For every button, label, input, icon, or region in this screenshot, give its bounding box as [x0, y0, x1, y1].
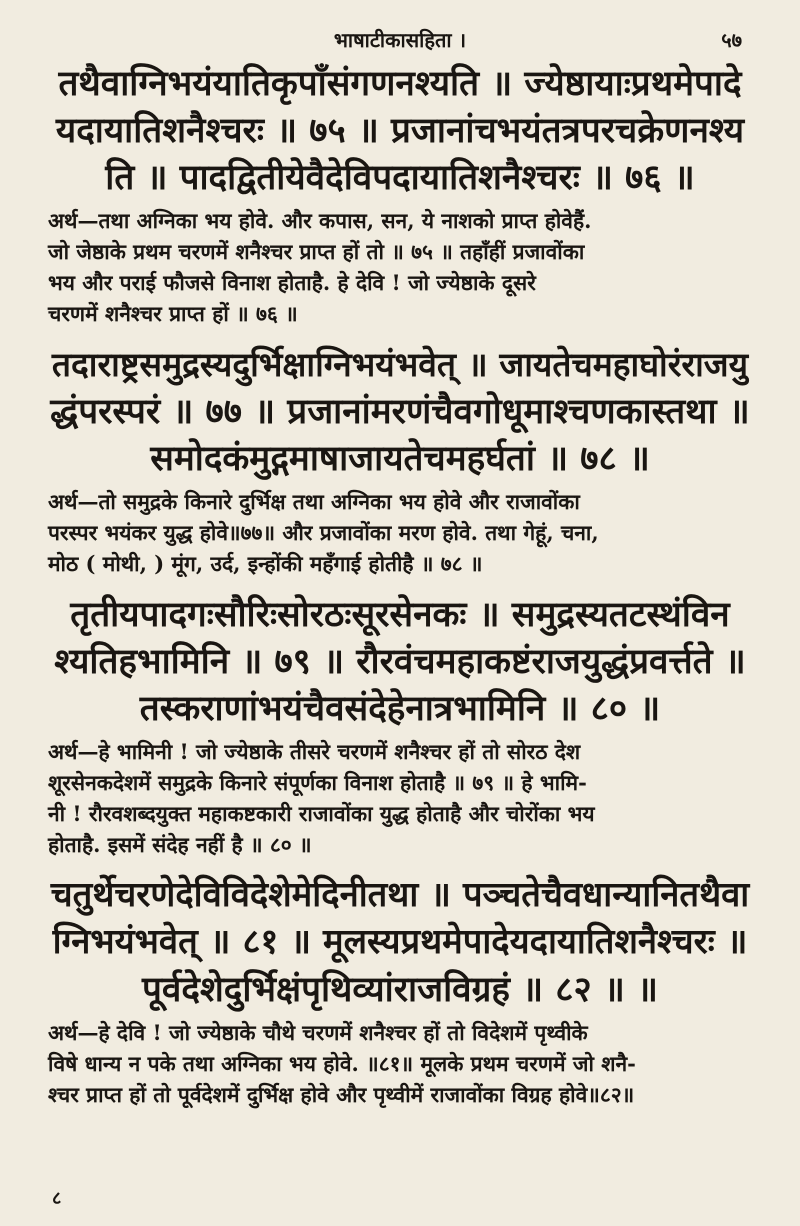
- sanskrit-verse: [48, 341, 752, 482]
- hindi-commentary: [48, 736, 752, 860]
- hindi-commentary: [48, 1017, 752, 1110]
- verse-line: तृतीयपादगःसौरिःसोरठःसूरसेनकः ॥ समुद्रस्यतटस्थंविन: [70, 594, 730, 635]
- commentary-line: अर्थ—हे भामिनी ! जो ज्येष्ठाके तीसरे चरणमें शनैश्चर हों तो सोरठ देश: [48, 739, 581, 764]
- printer-signature-mark: ८: [52, 1188, 62, 1209]
- verse-line: द्धंपरस्परं ॥ ७७ ॥ प्रजानांमरणंचैवगोधूमाश्चणकास्तथा ॥: [50, 391, 750, 432]
- shloka-section: [48, 60, 752, 329]
- commentary-line: होताहै. इसमें संदेह नहीं है ॥ ८० ॥: [48, 832, 312, 857]
- commentary-line: चरणमें शनैश्चर प्राप्त हों ॥ ७६ ॥: [48, 301, 298, 326]
- shloka-section: [48, 591, 752, 860]
- verse-line: ति ॥ पादद्वितीयेवैदेविपदायातिशनैश्चरः ॥ ७६ ॥: [105, 157, 695, 198]
- verse-line: तस्कराणांभयंचैवसंदेहेनात्रभामिनि ॥ ८० ॥: [139, 688, 661, 729]
- sanskrit-verse: [48, 60, 752, 201]
- commentary-line: अर्थ—हे देवि ! जो ज्येष्ठाके चौथे चरणमें शनैश्चर हों तो विदेशमें पृथ्वीके: [48, 1020, 588, 1045]
- commentary-line: जो जेष्ठाके प्रथम चरणमें शनैश्चर प्राप्त हों तो ॥ ७५ ॥ तहाँहीं प्रजावोंका: [48, 239, 585, 264]
- sanskrit-verse: [48, 591, 752, 732]
- verse-line: ग्निभयंभवेत् ॥ ८१ ॥ मूलस्यप्रथमेपादेयदायातिशनैश्चरः ॥: [52, 922, 748, 962]
- verse-line: तदाराष्ट्रसमुद्रस्यदुर्भिक्षाग्निभयंभवेत् ॥ जायतेचमहाघोरंराजयु: [51, 345, 749, 384]
- verse-line: पूर्वदेशेदुर्भिक्षंपृथिव्यांराजविग्रहं ॥ ८२ ॥ ॥: [142, 969, 658, 1010]
- verse-line: श्यतिहभामिनि ॥ ७९ ॥ रौरवंचमहाकष्टंराजयुद्धंप्रवर्त्तते ॥: [54, 641, 746, 682]
- commentary-line: परस्पर भयंकर युद्ध होवे॥७७॥ और प्रजावोंका मरण होवे. तथा गेहूं, चना,: [48, 520, 599, 545]
- commentary-line: शूरसेनकदेशमें समुद्रके किनारे संपूर्णका विनाश होताहै ॥ ७९ ॥ हे भामि-: [48, 770, 587, 795]
- shloka-section: [48, 341, 752, 579]
- hindi-commentary: [48, 486, 752, 579]
- commentary-line: नी ! रौरवशब्दयुक्त महाकष्टकारी राजावोंका युद्ध होताहै और चोरोंका भय: [48, 801, 595, 826]
- running-title: भाषाटीकासहिता ।: [333, 28, 467, 52]
- commentary-line: मोठ ( मोथी, ) मूंग, उर्द, इन्होंकी महँगाई होतीहै ॥ ७८ ॥: [48, 551, 483, 576]
- verse-line: समोदकंमुद्गमाषाजायतेचमहर्घतां ॥ ७८ ॥: [150, 438, 650, 479]
- verse-line: तथैवाग्निभयंयातिकृपाँसंगणनश्यति ॥ ज्येष्ठायाःप्रथमेपादे: [58, 63, 742, 104]
- verse-line: यदायातिशनैश्चरः ॥ ७५ ॥ प्रजानांचभयंतत्रपरचक्रेणनश्य: [55, 110, 745, 151]
- commentary-line: विषे धान्य न पके तथा अग्निका भय होवे. ॥८१॥ मूलके प्रथम चरणमें जो शनै-: [48, 1051, 636, 1076]
- commentary-line: श्चर प्राप्त हों तो पूर्वदेशमें दुर्भिक्ष होवे और पृथ्वीमें राजावोंका विग्रह होवे॥८२॥: [48, 1082, 635, 1107]
- sanskrit-verse: [48, 872, 752, 1013]
- commentary-line: अर्थ—तो समुद्रके किनारे दुर्भिक्ष तथा अग्निका भय होवे और राजावोंका: [48, 489, 580, 514]
- page-header: [48, 22, 752, 54]
- hindi-commentary: [48, 205, 752, 329]
- page-number: ५७: [721, 28, 742, 52]
- commentary-line: अर्थ—तथा अग्निका भय होवे. और कपास, सन, ये नाशको प्राप्त होवेहैं.: [48, 208, 592, 233]
- verse-line: चतुर्थेचरणेदेविविदेशेमेदिनीतथा ॥ पञ्चतेचैवधान्यानितथैवा: [50, 875, 750, 915]
- shloka-section: [48, 872, 752, 1110]
- commentary-line: भय और पराई फौजसे विनाश होताहै. हे देवि ! जो ज्येष्ठाके दूसरे: [48, 270, 536, 295]
